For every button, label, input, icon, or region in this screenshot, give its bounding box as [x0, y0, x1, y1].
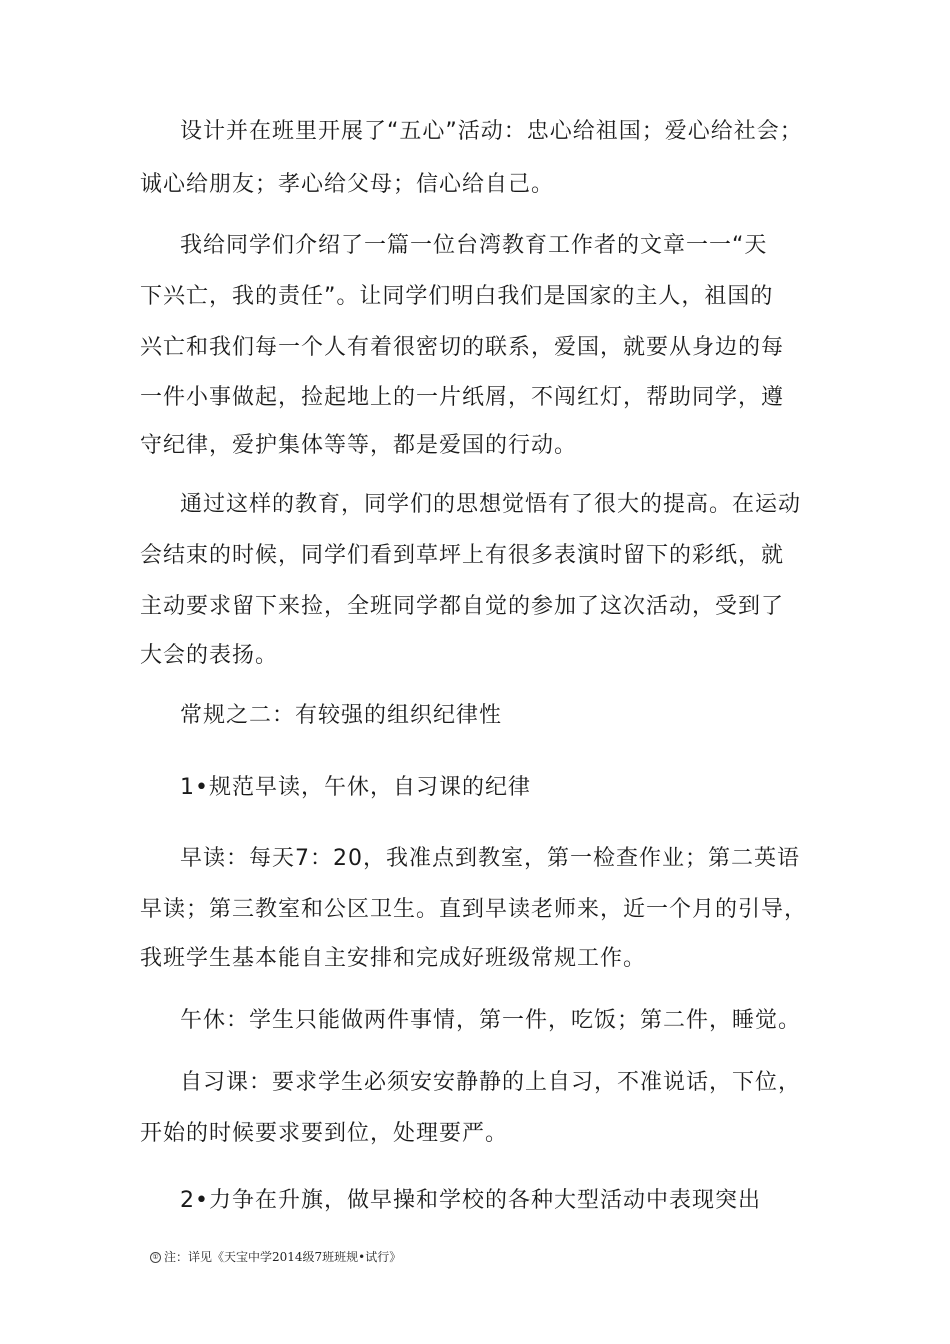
subsection-heading: 1•规范早读，午休，自习课的纪律	[180, 775, 531, 800]
paragraph-line: 我给同学们介绍了一篇一位台湾教育工作者的文章一一“天	[180, 233, 768, 258]
paragraph-line: 早读；第三教室和公区卫生。直到早读老师来，近一个月的引导，	[140, 897, 808, 922]
paragraph-line: 主动要求留下来捡，全班同学都自觉的参加了这次活动，受到了	[140, 594, 785, 619]
paragraph-line: 会结束的时候，同学们看到草坪上有很多表演时留下的彩纸，就	[140, 543, 785, 568]
paragraph-line: 守纪律，爱护集体等等，都是爱国的行动。	[140, 433, 578, 458]
paragraph-line: 早读：每天7：20，我准点到教室，第一检查作业；第二英语	[180, 846, 800, 871]
footnote-marker: ①	[150, 1252, 161, 1263]
subsection-heading: 2•力争在升旗，做早操和学校的各种大型活动中表现突出	[180, 1188, 761, 1213]
paragraph-line: 开始的时候要求要到位，处理要严。	[140, 1121, 509, 1146]
paragraph-line: 兴亡和我们每一个人有着很密切的联系，爱国，就要从身边的每	[140, 335, 785, 360]
paragraph-line: 一件小事做起，捡起地上的一片纸屑，不闯红灯，帮助同学，遵	[140, 385, 785, 410]
paragraph-line: 我班学生基本能自主安排和完成好班级常规工作。	[140, 946, 647, 971]
paragraph-line: 设计并在班里开展了“五心”活动：忠心给祖国；爱心给社会；	[180, 119, 803, 144]
footnote-text: 注：详见《天宝中学2014级7班班规•试行》	[164, 1250, 402, 1264]
paragraph-line: 诚心给朋友；孝心给父母；信心给自己。	[140, 172, 555, 197]
paragraph-line: 下兴亡，我的责任”。让同学们明白我们是国家的主人，祖国的	[140, 284, 774, 309]
paragraph-line: 午休：学生只能做两件事情，第一件，吃饭；第二件，睡觉。	[180, 1008, 802, 1033]
footnote	[150, 1249, 401, 1265]
section-heading: 常规之二：有较强的组织纪律性	[180, 703, 503, 728]
paragraph-line: 通过这样的教育，同学们的思想觉悟有了很大的提高。在运动	[180, 492, 802, 517]
paragraph-line: 大会的表扬。	[140, 643, 279, 668]
paragraph-line: 自习课：要求学生必须安安静静的上自习，不准说话，下位，	[180, 1070, 802, 1095]
